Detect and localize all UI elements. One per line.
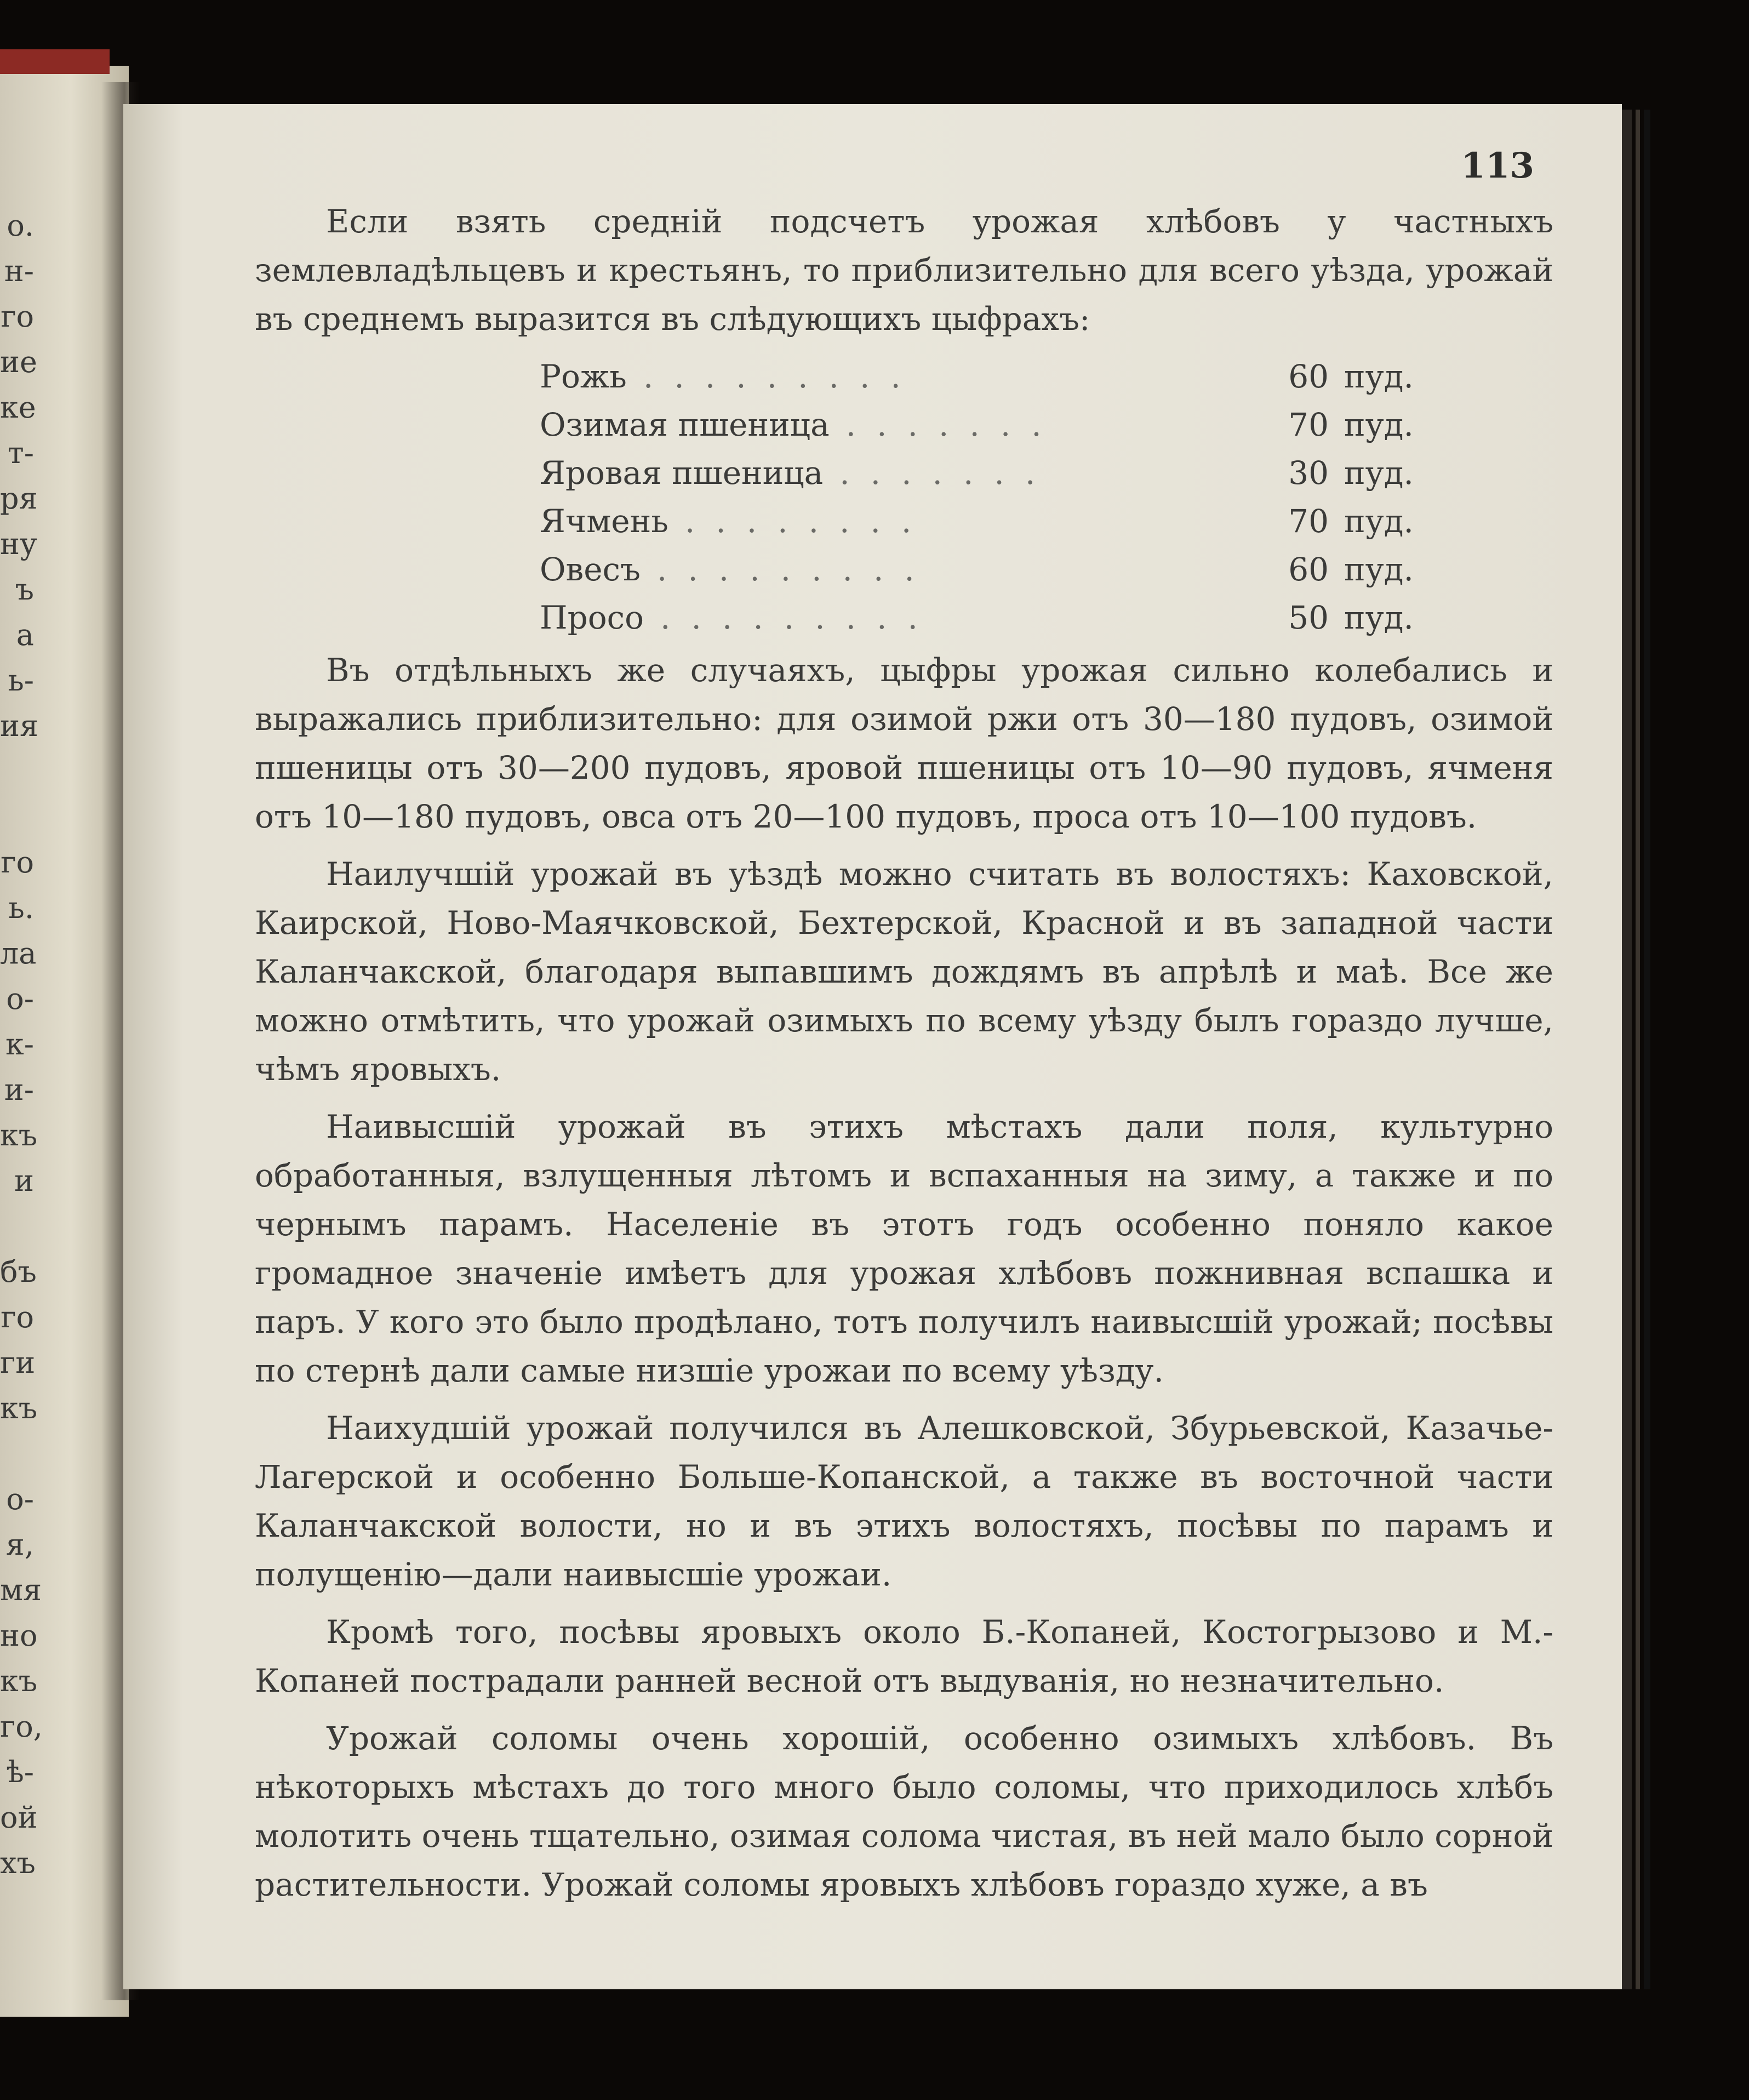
left-page-fragment: ъ (15, 572, 34, 607)
yield-unit: пуд. (1344, 599, 1414, 636)
left-page-fragment (0, 1431, 34, 1476)
left-page-fragment: ѣ- (6, 1755, 34, 1789)
left-page-fragment: къ (0, 1664, 38, 1698)
table-row (540, 545, 1414, 594)
book-page (123, 104, 1622, 1989)
left-page-fragment (0, 794, 34, 840)
page-stack-edge (1622, 110, 1632, 1989)
table-row (540, 594, 1414, 642)
crop-name: Ячмень (540, 503, 668, 540)
paragraph: Кромѣ того, посѣвы яровыхъ около Б.-Копаней, Костогрызово и М.-Копаней пострадали ранней весной отъ выдуванiя, но незначительно. (255, 1613, 1553, 1699)
left-page-fragment: къ (0, 1118, 38, 1152)
page-stack-edge (1636, 110, 1640, 1989)
left-page-fragment: и (14, 1163, 34, 1198)
left-page-fragment: ие (0, 345, 37, 379)
paragraph: Наивысшiй урожай въ этихъ мѣстахъ дали поля, культурно обработанныя, взлущенныя лѣтомъ и вспаханныя на зиму, а также и по чернымъ парамъ. Населенiе въ этотъ годъ особенно поняло какое громадное значенiе имѣетъ для урожая хлѣбовъ пожнивная вспашка и паръ. У кого это было продѣлано, тотъ получилъ наивысшiй урожай; посѣвы по стернѣ дали самые низшiе урожаи по всему уѣзду. (255, 1108, 1553, 1389)
book-cover-edge (0, 49, 110, 74)
leader-dots: ....... (839, 454, 1056, 492)
left-page-fragment: ь- (8, 663, 34, 698)
page-number: 113 (1461, 145, 1534, 186)
left-page-fragment: ги (0, 1345, 36, 1380)
table-row (540, 401, 1414, 449)
yield-value: 60 (1288, 358, 1329, 395)
left-page-fragment (0, 749, 34, 794)
left-page-fragment: ке (0, 390, 36, 425)
left-page-fragment: я, (5, 1527, 34, 1562)
yield-unit: пуд. (1344, 551, 1414, 588)
crop-name: Овесъ (540, 551, 641, 588)
yield-unit: пуд. (1344, 503, 1414, 540)
paragraph: Наихудшiй урожай получился въ Алешковской, Збурьевской, Казачье-Лагерской и особенно Больше-Копанской, а также въ восточной части Каланчакской волости, но и въ этихъ волостяхъ, посѣвы по парамъ и полущенiю—дали наивысшiе урожаи. (255, 1409, 1553, 1593)
leader-dots: ......... (643, 358, 922, 395)
table-row (540, 497, 1414, 545)
left-page-fragment: го, (0, 1709, 43, 1744)
left-page-fragment: хъ (0, 1846, 36, 1880)
left-page-fragment: къ (0, 1391, 38, 1425)
left-page-fragment: и- (4, 1072, 34, 1107)
left-page-fragment: а (16, 618, 34, 652)
table-row (540, 449, 1414, 497)
crop-name: Рожь (540, 358, 627, 395)
paragraph: Наилучшiй урожай въ уѣздѣ можно считать въ волостяхъ: Каховской, Каирской, Ново-Маячковской, Бехтерской, Красной и въ западной части Каланчакской, благодаря выпавшимъ дождямъ въ апрѣлѣ и маѣ. Все же можно отмѣтить, что урожай озимыхъ по всему уѣзду былъ гораздо лучше, чѣмъ яровыхъ. (255, 855, 1553, 1088)
left-page-fragment: т- (7, 436, 34, 470)
left-page-text-fragments (0, 203, 43, 1886)
intro-paragraph: Если взять среднiй подсчетъ урожая хлѣбовъ у частныхъ землевладѣльцевъ и крестьянъ, то приблизительно для всего уѣзда, урожай въ среднемъ выразится въ слѣдующихъ цыфрахъ: (255, 203, 1553, 338)
left-page-fragment: ну (0, 527, 37, 561)
left-page-fragment: ь. (8, 891, 34, 925)
yield-value: 30 (1288, 454, 1329, 492)
leader-dots: ......... (660, 599, 939, 636)
left-page-fragment: ря (0, 481, 38, 516)
left-page-fragment: к- (5, 1027, 34, 1062)
yield-value: 50 (1288, 599, 1329, 636)
left-page-fragment: ия (0, 709, 39, 743)
left-page-fragment: ой (0, 1800, 38, 1835)
left-page-fragment: го (1, 299, 34, 334)
yield-value: 70 (1288, 503, 1329, 540)
yield-value: 60 (1288, 551, 1329, 588)
page-body (255, 197, 1553, 1918)
left-page-fragment: о- (6, 981, 34, 1016)
crop-name: Просо (540, 599, 644, 636)
left-page-fragment: о. (7, 208, 34, 243)
paragraph: Въ отдѣльныхъ же случаяхъ, цыфры урожая сильно колебались и выражались приблизительно: для озимой ржи отъ 30—180 пудовъ, озимой пшеницы отъ 30—200 пудовъ, яровой пшеницы отъ 10—90 пудовъ, ячменя отъ 10—180 пудовъ, овса отъ 20—100 пудовъ, проса отъ 10—100 пудовъ. (255, 652, 1553, 835)
yield-unit: пуд. (1344, 406, 1414, 443)
yield-unit: пуд. (1344, 454, 1414, 492)
left-page-fragment: го (1, 1300, 34, 1334)
crop-name: Яровая пшеница (540, 454, 824, 492)
leader-dots: ......... (656, 551, 935, 588)
left-page-fragment: но (0, 1618, 38, 1653)
leader-dots: ....... (845, 406, 1062, 443)
table-row (540, 352, 1414, 401)
left-page-fragment: мя (0, 1573, 42, 1607)
left-page-fragment: го (1, 845, 34, 880)
yield-value: 70 (1288, 406, 1329, 443)
crop-name: Озимая пшеница (540, 406, 830, 443)
left-page-fragment: бъ (0, 1254, 37, 1289)
leader-dots: ........ (684, 503, 933, 540)
yield-unit: пуд. (1344, 358, 1414, 395)
left-page-fragment: ла (0, 936, 37, 971)
yield-table (540, 352, 1414, 642)
page-stack-edge (1644, 110, 1650, 1989)
left-page-fragment (0, 1203, 34, 1249)
left-page-fragment: н- (4, 254, 34, 288)
left-page-fragment: о- (6, 1482, 34, 1516)
paragraph: Урожай соломы очень хорошiй, особенно озимыхъ хлѣбовъ. Въ нѣкоторыхъ мѣстахъ до того много было соломы, что приходилось хлѣбъ молотить очень тщательно, озимая солома чистая, въ ней мало было сорной растительности. Урожай соломы яровыхъ хлѣбовъ гораздо хуже, а въ (255, 1720, 1553, 1903)
